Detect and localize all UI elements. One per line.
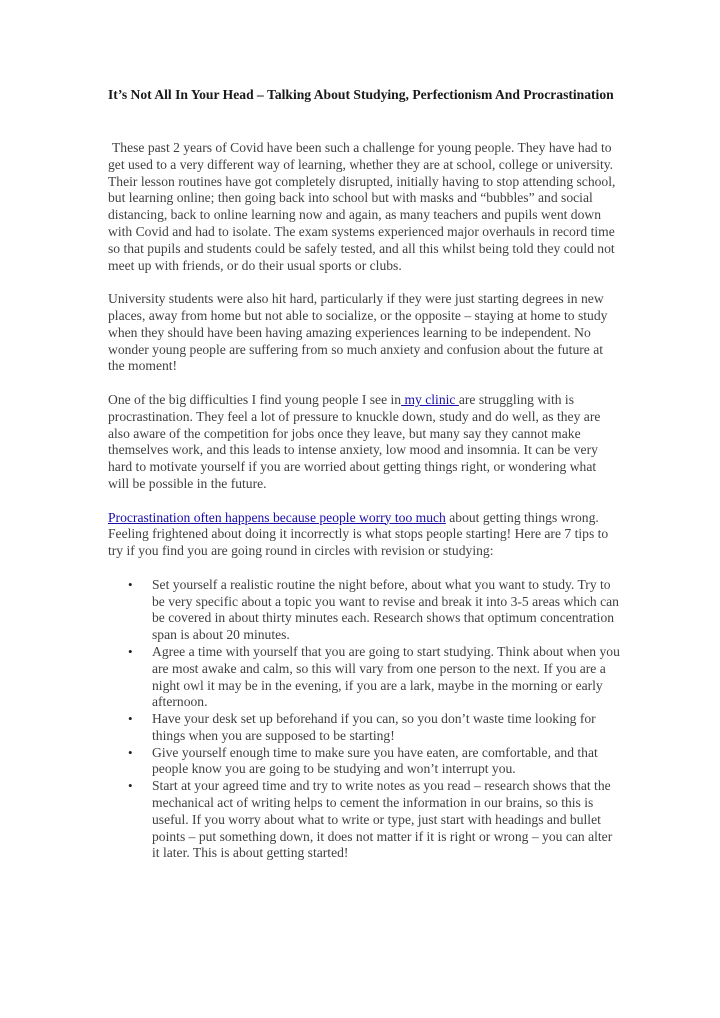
bullet-icon: • <box>128 778 133 794</box>
bullet-icon: • <box>128 744 133 760</box>
tip-text: Have your desk set up beforehand if you can, so you don’t waste time looking for things when you are supposed to be starting! <box>152 711 596 743</box>
list-item <box>128 576 620 644</box>
list-item <box>128 711 620 745</box>
tip-text: Agree a time with yourself that you are going to start studying. Think about when you are most awake and calm, so this will vary from one person to the next. If you are a night owl it may be in the evening, if you are a lark, maybe in the morning or early afternoon. <box>152 643 620 710</box>
list-item <box>128 744 620 779</box>
list-item <box>128 778 620 862</box>
paragraph-text-after-link: are struggling with is procrastination. They feel a lot of pressure to knuckle down, study and do well, as they are also aware of the competition for jobs once they leave, but many say they cannot make themselves work, and this leads to intense anxiety, low mood and insomnia. It can be very hard to motivate yourself if you are worried about getting things right, or wondering what will be possible in the future. <box>108 391 601 491</box>
bullet-icon: • <box>128 643 133 659</box>
page-title: It’s Not All In Your Head – Talking About Studying, Perfectionism And Procrastination <box>108 87 614 102</box>
procrastination-article-link[interactable]: Procrastination often happens because people worry too much <box>108 509 446 525</box>
bullet-icon: • <box>128 711 133 727</box>
list-item <box>128 643 620 711</box>
paragraph-procrastination-difficulty <box>108 392 620 493</box>
tip-text: Give yourself enough time to make sure you have eaten, are comfortable, and that people know you are going to be studying and won’t interrupt you. <box>152 744 598 777</box>
paragraph-text-before-link: One of the big difficulties I find young people I see in <box>108 391 402 407</box>
paragraph-covid-challenge: These past 2 years of Covid have been such a challenge for young people. They have had to get used to a very different way of learning, whether they are at school, college or university. Their lesson routines have got completely disrupted, initially having to stop attending school, but learning online; then going back into school but with masks and “bubbles” and social distancing, back to online learning now and again, as many teachers and pupils went down with Covid and had to isolate. The exam systems experienced major overhauls in record time so that pupils and students could be safely tested, and all this whilst being told they could not meet up with friends, or do their usual sports or clubs. <box>108 140 616 273</box>
tip-text: Start at your agreed time and try to write notes as you read – research shows that the mechanical act of writing helps to cement the information in our brains, so this is useful. If you worry about what to write or type, just start with headings and bullet points – put something down, it does not matter if it is right or wrong – you can alter it later. This is about getting started! <box>152 778 613 861</box>
paragraph-tips-intro <box>108 510 620 560</box>
bullet-icon: • <box>128 576 133 592</box>
tip-text: Set yourself a realistic routine the night before, about what you want to study. Try to be very specific about a topic you want to revise and break it into 3-5 areas which can be covered in about thirty minutes each. Research shows that optimum concentration span is about 20 minutes. <box>152 576 619 643</box>
paragraph-tips-intro-text: about getting things wrong. Feeling frightened about doing it incorrectly is what stops people starting! Here are 7 tips to try if you find you are going round in circles with revision or studying: <box>108 509 609 559</box>
document-page <box>108 86 620 862</box>
my-clinic-link[interactable]: my clinic <box>401 391 459 407</box>
tips-list <box>108 577 620 863</box>
paragraph-university-students: University students were also hit hard, particularly if they were just starting degrees in new places, away from home but not able to socialize, or the opposite – staying at home to study when they should have been having amazing experiences learning to be independent. No wonder young people are suffering from so much anxiety and confusion about the future at the moment! <box>108 291 608 374</box>
